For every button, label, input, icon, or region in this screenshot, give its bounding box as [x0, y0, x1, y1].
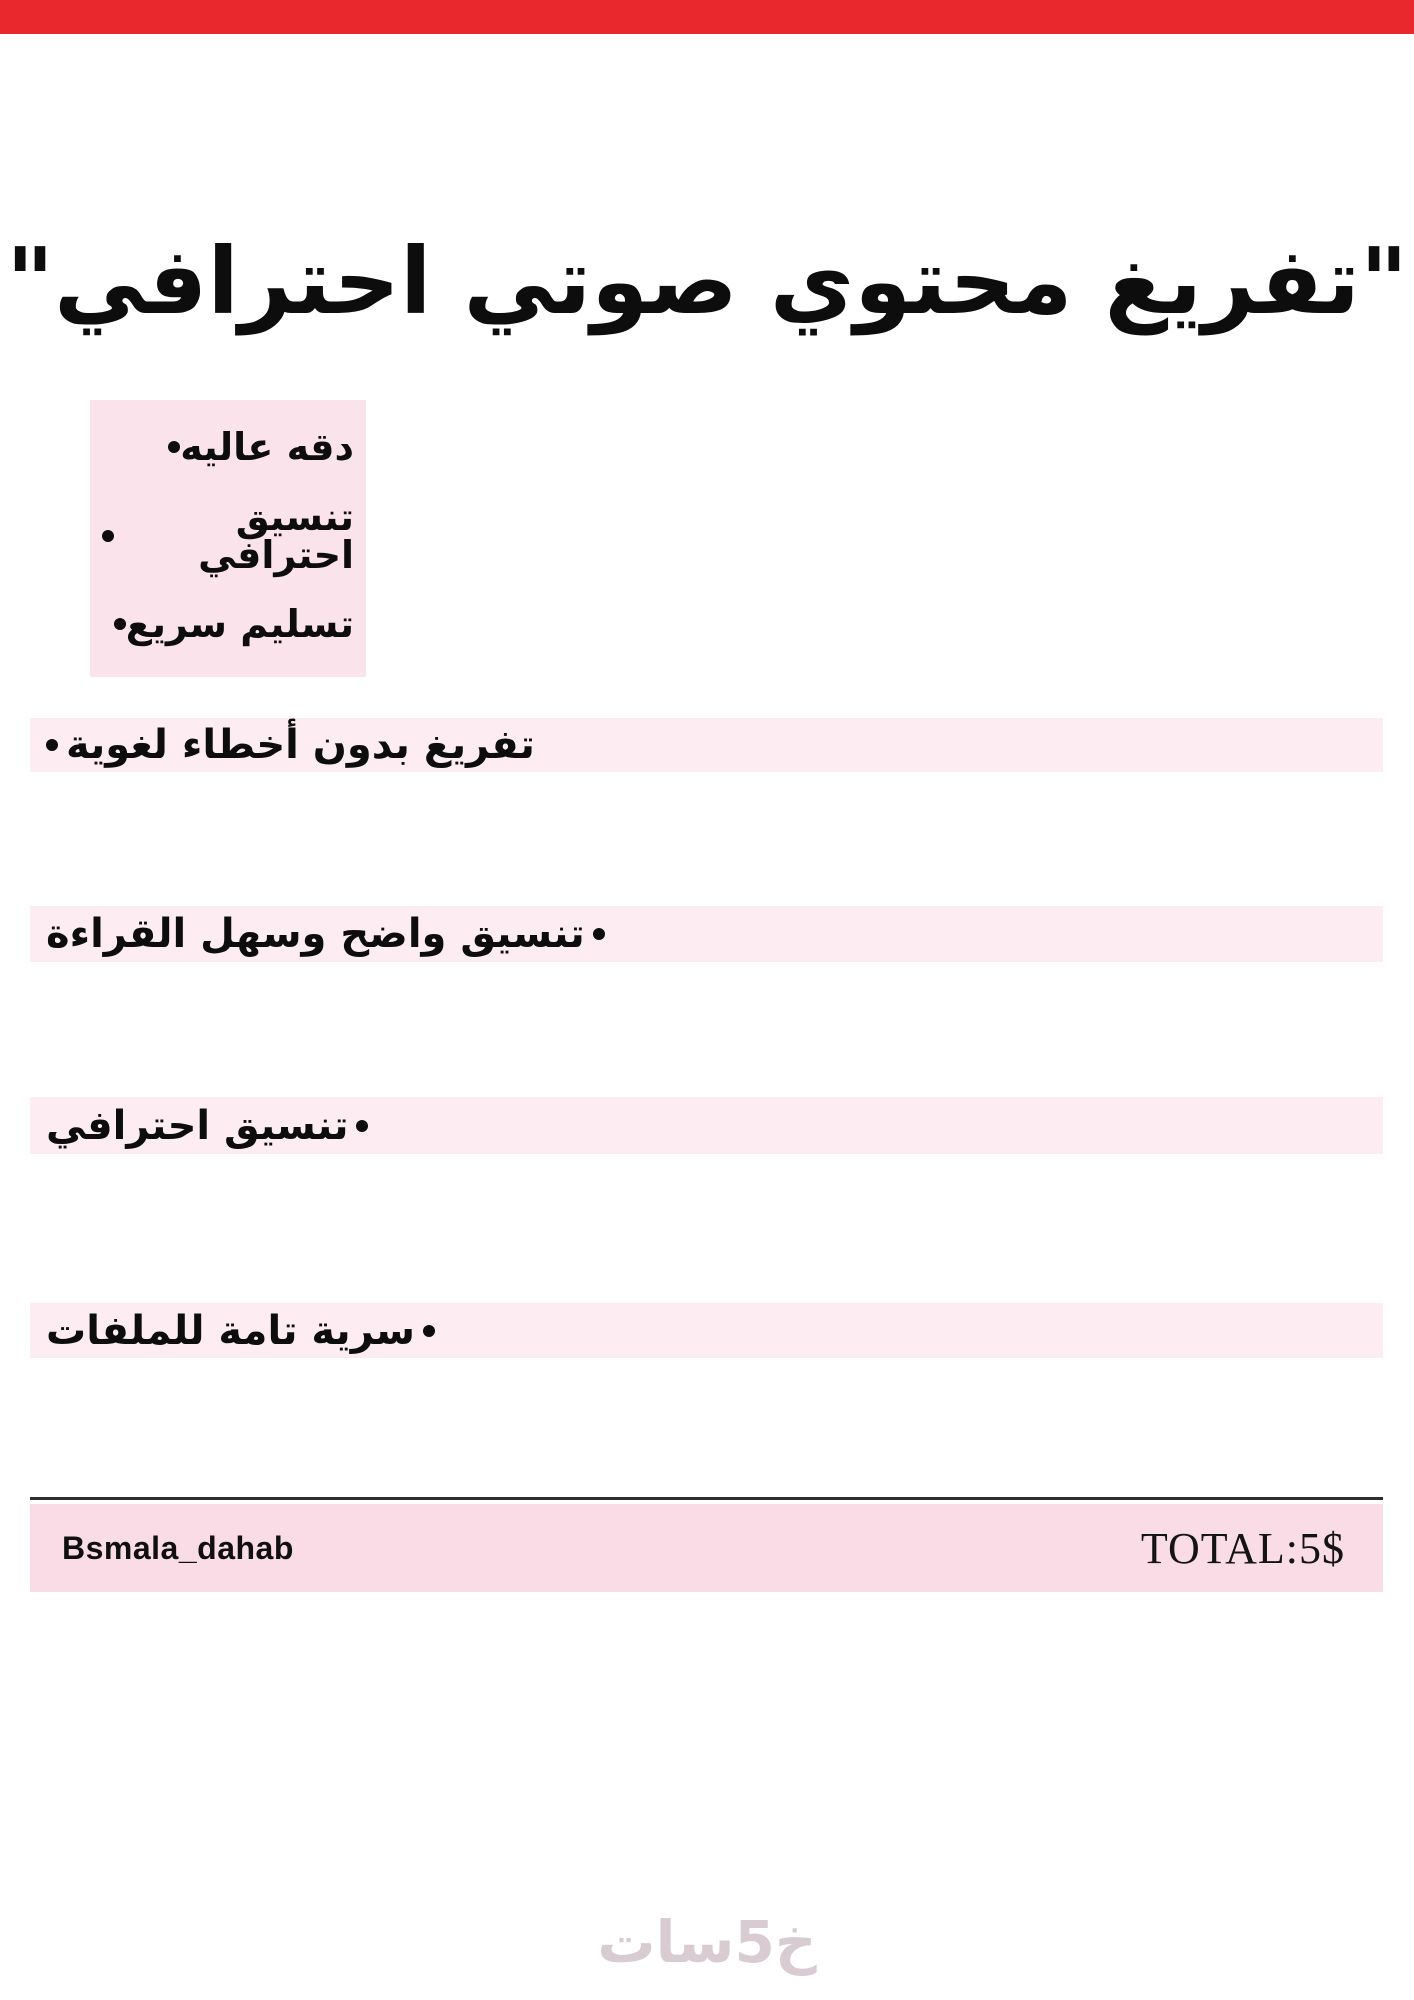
feature-bar-label: تنسيق احترافي — [46, 1102, 349, 1149]
bullet-dot-icon — [356, 1120, 368, 1132]
khamsat-watermark-text: خ5سات — [597, 1908, 817, 1976]
feature-bar-label: تنسيق واضح وسهل القراءة — [46, 911, 585, 957]
bullet-dot-icon — [168, 441, 180, 453]
page-title-text: "تفريغ محتوي صوتي احترافي" — [6, 227, 1408, 335]
feature-bar-clear-readable-formatting — [30, 906, 1383, 962]
feature-bar-label: سرية تامة للملفات — [46, 1307, 415, 1354]
total-price: TOTAL:5$ — [1140, 1523, 1345, 1573]
footer-band — [30, 1504, 1383, 1592]
feature-bar-content — [46, 1307, 435, 1354]
intro-item-label: تنسيق احترافي — [198, 494, 354, 577]
intro-item-professional-formatting — [102, 494, 354, 577]
bullet-dot-icon — [593, 928, 605, 940]
feature-bar-content — [46, 722, 535, 768]
footer-divider-line — [30, 1497, 1383, 1500]
feature-bar-label: تفريغ بدون أخطاء لغوية — [66, 722, 535, 768]
intro-item-high-accuracy — [102, 425, 354, 469]
seller-username: Bsmala_dahab — [62, 1529, 294, 1566]
bullet-dot-icon — [423, 1325, 435, 1337]
feature-bar-professional-formatting — [30, 1097, 1383, 1154]
bullet-dot-icon — [102, 530, 114, 542]
feature-bar-file-confidentiality — [30, 1303, 1383, 1358]
intro-item-label: دقه عاليه — [180, 425, 354, 469]
intro-item-fast-delivery — [102, 602, 354, 646]
page-title — [0, 196, 1414, 366]
bullet-dot-icon — [114, 618, 126, 630]
feature-bar-no-language-errors — [30, 718, 1383, 772]
feature-bar-content — [46, 911, 605, 957]
khamsat-watermark — [0, 1908, 1414, 1976]
top-red-strip — [0, 0, 1414, 34]
intro-highlights-box — [90, 400, 366, 677]
intro-item-label: تسليم سريع — [125, 602, 354, 646]
feature-bar-content — [46, 1102, 368, 1149]
bullet-dot-icon — [46, 739, 58, 751]
